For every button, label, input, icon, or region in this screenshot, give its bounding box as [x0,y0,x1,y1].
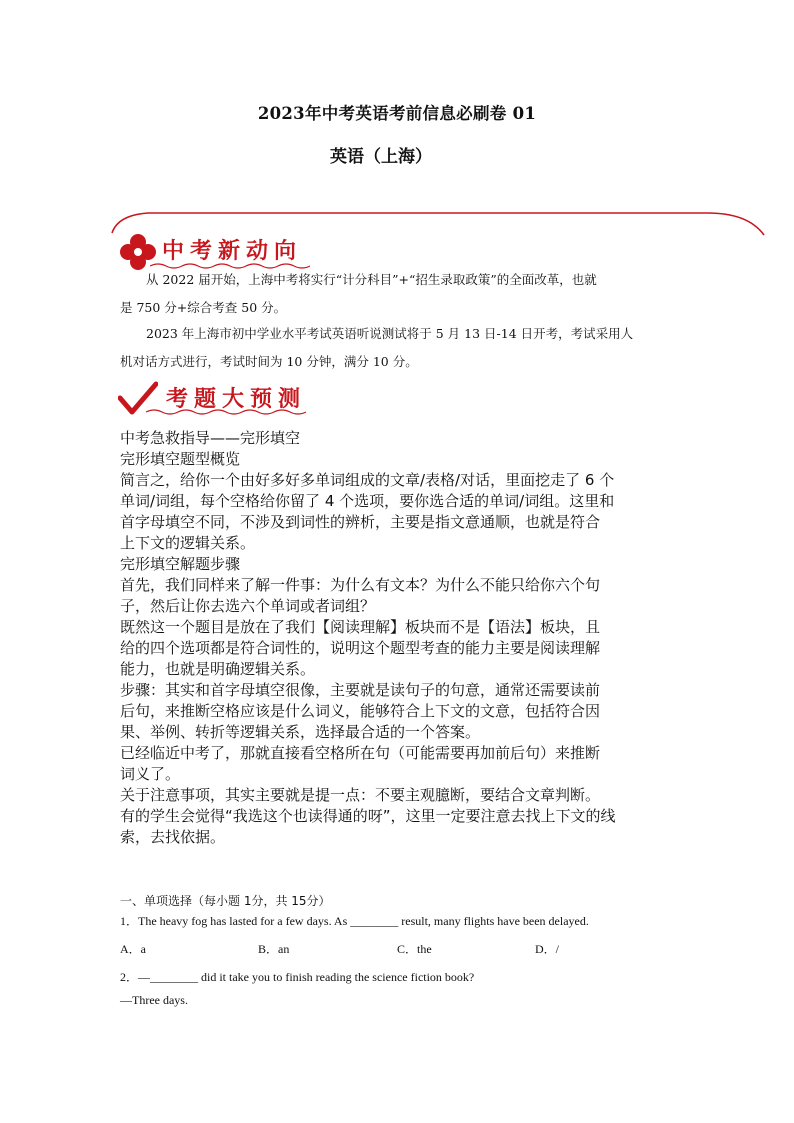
question-1-options [120,940,680,956]
guide-line: 上下文的逻辑关系。 [120,534,256,552]
page-subtitle: 英语（上海） [330,147,432,167]
guide-line: 给的四个选项都是符合词性的，说明这个题型考查的能力主要是阅读理解 [120,639,601,657]
question-section-title: 一、单项选择（每小题 1分，共 15分） [120,894,331,908]
question-2-stem: 2．—________ did it take you to finish reading the science fiction book? [120,970,475,984]
option-d[interactable]: D．/ [535,942,560,956]
guide-line: 既然这一个题目是放在了我们【阅读理解】板块而不是【语法】板块，且 [120,618,601,636]
guide-line: 首字母填空不同，不涉及到词性的辨析，主要是指文意通顺，也就是符合 [120,513,601,531]
question-1-stem: 1．The heavy fog has lasted for a few days. As ________ result, many flights have been delayed. [120,914,589,928]
guide-line: 步骤：其实和首字母填空很像，主要就是读句子的句意，通常还需要读前 [120,681,601,699]
guide-line: 词义了。 [120,765,181,783]
guide-line: 完形填空解题步骤 [120,555,241,573]
guide-line: 果、举例、转折等逻辑关系，选择最合适的一个答案。 [120,723,481,741]
section-heading-trends: 中考新动向 [162,239,303,264]
paragraph-2-line-2: 机对话方式进行，考试时间为 10 分钟，满分 10 分。 [120,354,418,369]
option-b[interactable]: B．an [258,942,290,956]
guide-line: 首先，我们同样来了解一件事：为什么有文本？为什么不能只给你六个句 [120,576,601,594]
paragraph-2-line-1: 2023 年上海市初中学业水平考试英语听说测试将于 5 月 13 日-14 日开考，考试采用人 [146,326,634,341]
guide-line: 有的学生会觉得“我选这个也读得通的呀”，这里一定要注意去找上下文的线 [120,807,616,825]
question-2-answer-line: —Three days. [120,993,188,1007]
guide-line: 后句，来推断空格应该是什么词义，能够符合上下文的文意，包括符合因 [120,702,601,720]
guide-line: 中考急救指导——完形填空 [120,429,301,447]
option-c[interactable]: C．the [397,942,432,956]
option-a[interactable]: A．a [120,942,146,956]
guide-line: 完形填空题型概览 [120,450,241,468]
paragraph-1-line-2: 是 750 分+综合考查 50 分。 [120,300,287,315]
section-heading-predictions: 考题大预测 [166,387,307,412]
guide-text-block [120,428,680,848]
paragraph-1-line-1: 从 2022 届开始，上海中考将实行“计分科目”+“招生录取政策”的全面改革，也就 [146,272,597,287]
guide-line: 索，去找依据。 [120,828,226,846]
page-title: 2023年中考英语考前信息必刷卷 01 [257,104,537,123]
guide-line: 单词/词组，每个空格给你留了 4 个选项，要你选合适的单词/词组。这里和 [120,492,615,510]
guide-line: 关于注意事项，其实主要就是提一点：不要主观臆断，要结合文章判断。 [120,786,601,804]
guide-line: 能力，也就是明确逻辑关系。 [120,660,316,678]
guide-line: 简言之，给你一个由好多好多单词组成的文章/表格/对话，里面挖走了 6 个 [120,471,615,489]
guide-line: 已经临近中考了，那就直接看空格所在句（可能需要再加前后句）来推断 [120,744,601,762]
guide-line: 子，然后让你去选六个单词或者词组？ [120,597,376,615]
heading-underline [146,408,306,416]
